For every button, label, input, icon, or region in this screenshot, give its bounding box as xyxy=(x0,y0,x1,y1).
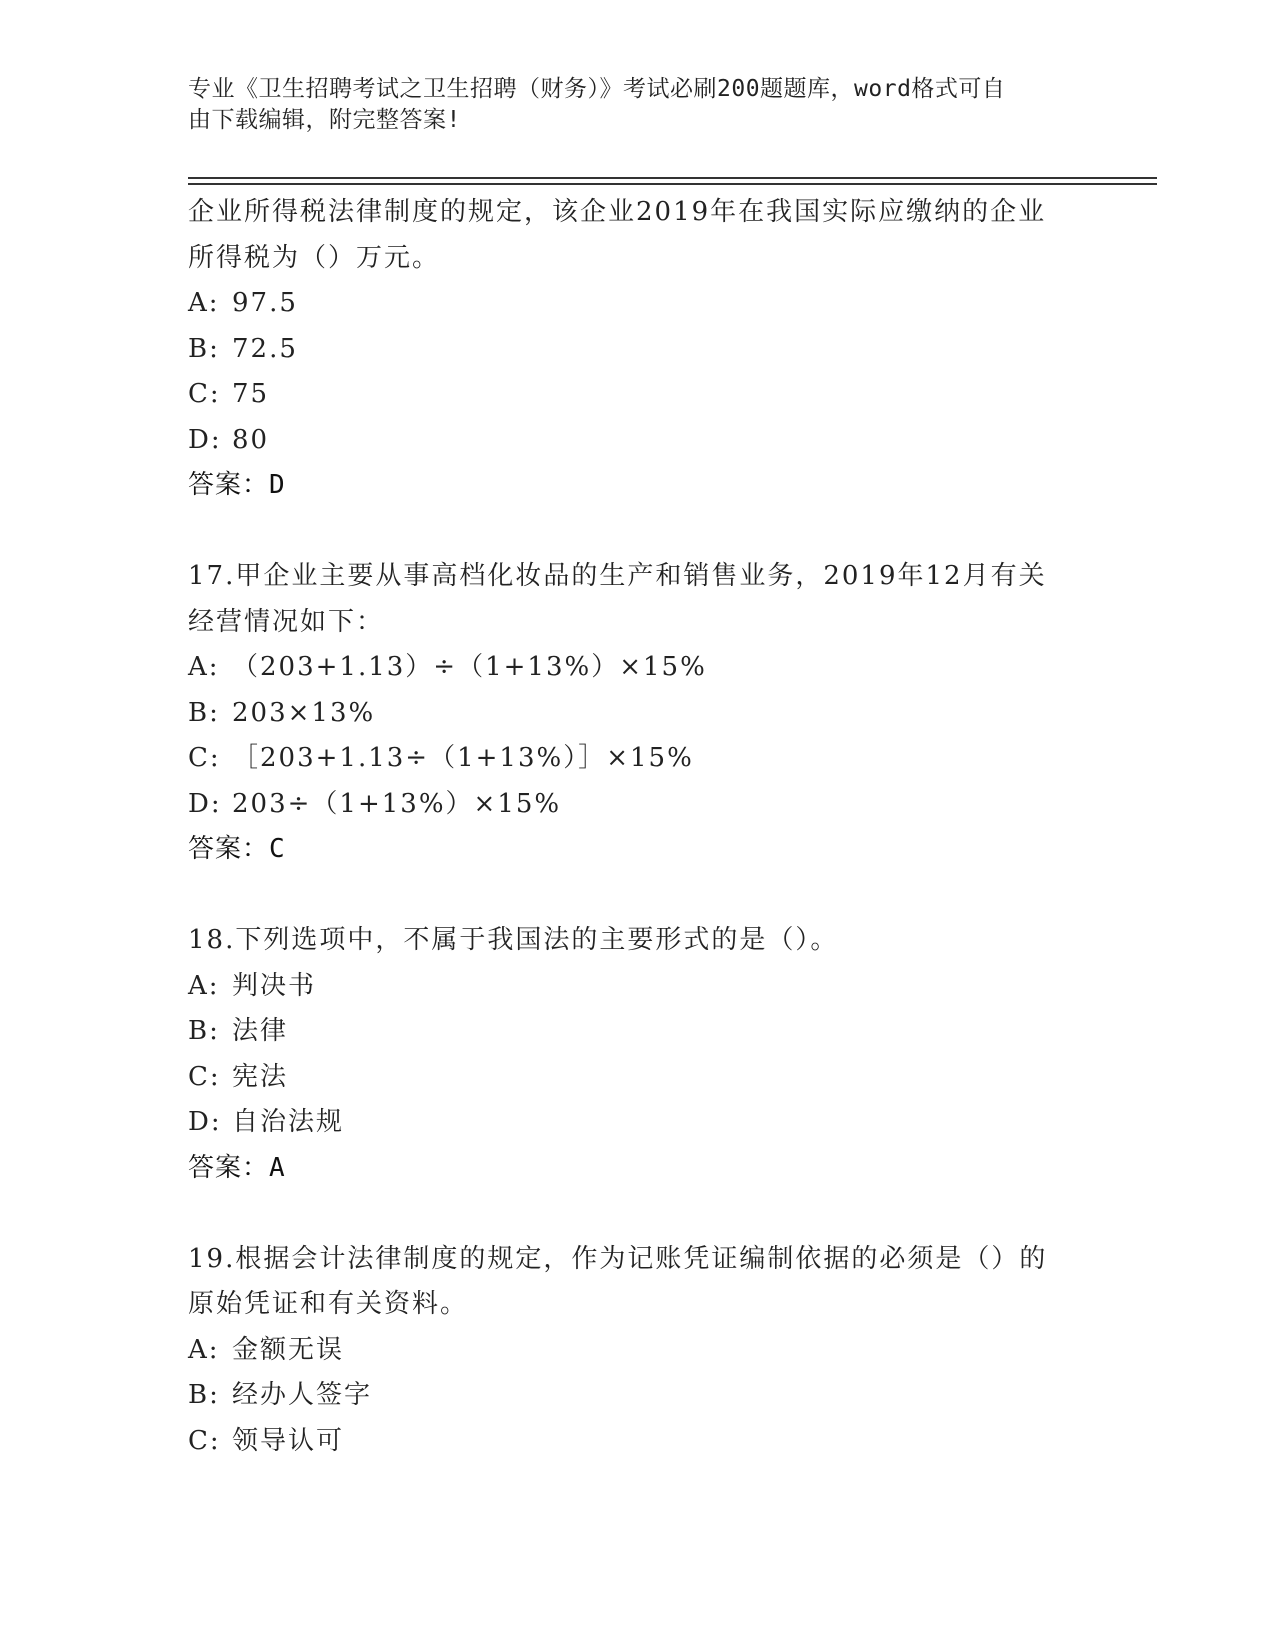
question-text: 17.甲企业主要从事高档化妆品的生产和销售业务，2019年12月有关 xyxy=(188,561,1047,591)
option-b xyxy=(188,691,1088,737)
option-text: 97.5 xyxy=(232,288,298,318)
option-label: C: xyxy=(188,379,221,409)
option-label: A: xyxy=(188,652,220,682)
option-b xyxy=(188,1373,1088,1419)
option-c xyxy=(188,372,1088,418)
option-label: A: xyxy=(188,288,220,318)
option-a xyxy=(188,964,1088,1010)
header-divider-top xyxy=(188,177,1157,179)
question-16 xyxy=(188,190,1088,509)
option-label: C: xyxy=(188,1425,221,1456)
option-d xyxy=(188,418,1088,464)
option-text: 判决书 xyxy=(232,970,317,1001)
option-c xyxy=(188,1419,1088,1465)
option-label: C: xyxy=(188,743,221,773)
option-c xyxy=(188,736,1088,782)
option-a xyxy=(188,1328,1088,1374)
answer-line: 答案：A xyxy=(188,1152,286,1183)
option-label: B: xyxy=(188,697,220,728)
option-label: C: xyxy=(188,1061,221,1092)
document-header xyxy=(188,74,1088,136)
option-text: 自治法规 xyxy=(232,1107,345,1137)
answer-line: 答案：D xyxy=(188,470,286,500)
question-19 xyxy=(188,1237,1088,1465)
option-text: 领导认可 xyxy=(232,1425,345,1456)
spacer xyxy=(188,1191,1088,1237)
question-text: 所得税为（）万元。 xyxy=(188,242,441,273)
option-text: 金额无误 xyxy=(232,1334,345,1365)
question-17 xyxy=(188,554,1088,873)
option-label: D: xyxy=(188,424,222,455)
option-text: 72.5 xyxy=(232,333,298,364)
option-d xyxy=(188,782,1088,828)
option-label: A: xyxy=(188,970,220,1001)
question-text: 经营情况如下： xyxy=(188,606,385,637)
option-label: B: xyxy=(188,1380,220,1410)
option-label: A: xyxy=(188,1334,220,1365)
spacer xyxy=(188,873,1088,919)
option-text: 经办人签字 xyxy=(232,1380,373,1410)
option-text: （203+1.13）÷（1+13%）×15% xyxy=(232,652,707,682)
option-text: 203×13% xyxy=(232,697,376,728)
option-text: 203÷（1+13%）×15% xyxy=(232,788,562,819)
header-divider-bottom xyxy=(188,183,1157,185)
option-label: D: xyxy=(188,1107,222,1137)
option-text: 宪法 xyxy=(232,1061,289,1092)
option-a xyxy=(188,645,1088,691)
question-text: 企业所得税法律制度的规定，该企业2019年在我国实际应缴纳的企业 xyxy=(188,197,1047,227)
answer-line: 答案：C xyxy=(188,834,286,864)
spacer xyxy=(188,509,1088,555)
option-label: B: xyxy=(188,1016,220,1046)
header-line-2: 由下载编辑，附完整答案! xyxy=(188,107,461,133)
option-label: D: xyxy=(188,788,222,819)
option-a xyxy=(188,281,1088,327)
option-b xyxy=(188,327,1088,373)
option-label: B: xyxy=(188,333,220,364)
question-list xyxy=(188,190,1088,1464)
question-text: 原始凭证和有关资料。 xyxy=(188,1289,469,1319)
option-c xyxy=(188,1055,1088,1101)
header-line-1: 专业《卫生招聘考试之卫生招聘（财务）》考试必刷200题题库，word格式可自 xyxy=(188,76,1006,102)
option-b xyxy=(188,1009,1088,1055)
question-18 xyxy=(188,918,1088,1191)
question-text: 19.根据会计法律制度的规定，作为记账凭证编制依据的必须是（）的 xyxy=(188,1243,1048,1274)
option-text: ［203+1.13÷（1+13%）］×15% xyxy=(232,743,694,773)
option-d xyxy=(188,1100,1088,1146)
option-text: 80 xyxy=(232,424,270,455)
option-text: 法律 xyxy=(232,1016,289,1046)
question-text: 18.下列选项中，不属于我国法的主要形式的是（）。 xyxy=(188,925,839,955)
option-text: 75 xyxy=(232,379,270,409)
